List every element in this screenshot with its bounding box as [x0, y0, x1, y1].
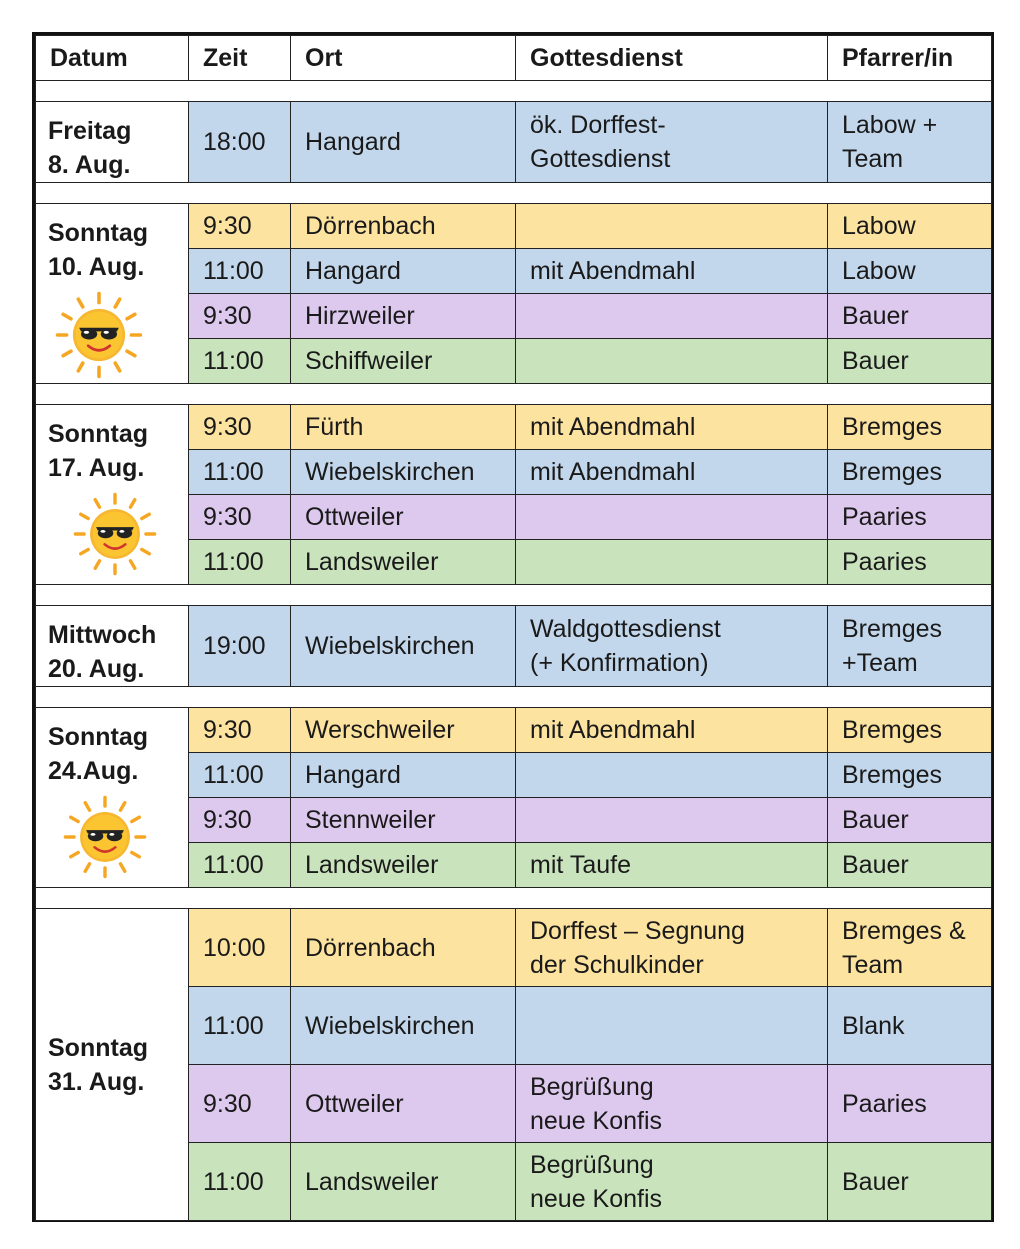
location-cell: Wiebelskirchen [291, 987, 516, 1065]
pastor-line-1: Bremges [842, 761, 943, 789]
pastor-line-1: Bauer [842, 302, 909, 330]
time-cell: 9:30 [189, 495, 291, 540]
pastor-cell [828, 249, 992, 294]
time-cell: 9:30 [189, 1065, 291, 1143]
pastor-cell [828, 294, 992, 339]
date-label: 17. Aug. [48, 454, 145, 482]
service-line-1: mit Taufe [530, 851, 631, 879]
service-row [36, 102, 992, 183]
time-cell: 9:30 [189, 708, 291, 753]
header-zeit: Zeit [189, 36, 291, 81]
pastor-line-1: Bauer [842, 851, 909, 879]
location-cell: Landsweiler [291, 540, 516, 585]
service-line-2: der Schulkinder [530, 950, 704, 979]
service-cell [516, 405, 828, 450]
location-cell: Hirzweiler [291, 294, 516, 339]
pastor-cell [828, 102, 992, 183]
pastor-cell [828, 606, 992, 687]
pastor-cell [828, 843, 992, 888]
weekday-label: Sonntag [48, 723, 148, 751]
header-pfarrer: Pfarrer/in [828, 36, 992, 81]
service-line-2: Gottesdienst [530, 145, 671, 173]
pastor-line-1: Paaries [842, 1089, 927, 1118]
header-datum: Datum [36, 36, 189, 81]
pastor-cell [828, 1143, 992, 1221]
date-cell [36, 606, 189, 687]
service-line-1: Begrüßung [530, 1150, 654, 1179]
location-cell: Hangard [291, 102, 516, 183]
header-ort: Ort [291, 36, 516, 81]
service-line-2: (+ Konfirmation) [530, 649, 709, 677]
spacer-cell [36, 585, 992, 606]
pastor-cell [828, 405, 992, 450]
location-cell: Fürth [291, 405, 516, 450]
time-cell: 11:00 [189, 1143, 291, 1221]
group-spacer [36, 687, 992, 708]
sun-with-sunglasses-icon [54, 290, 144, 380]
service-row [36, 909, 992, 987]
date-label: 10. Aug. [48, 253, 145, 281]
location-cell: Ottweiler [291, 1065, 516, 1143]
date-cell [36, 102, 189, 183]
service-cell [516, 1143, 828, 1221]
service-row [36, 708, 992, 753]
pastor-line-1: Bauer [842, 347, 909, 375]
location-cell: Wiebelskirchen [291, 606, 516, 687]
date-label: 24.Aug. [48, 757, 139, 785]
pastor-line-2: +Team [842, 649, 918, 677]
pastor-cell [828, 987, 992, 1065]
group-spacer [36, 585, 992, 606]
time-cell: 10:00 [189, 909, 291, 987]
spacer-cell [36, 81, 992, 102]
service-line-1: mit Abendmahl [530, 458, 696, 486]
date-cell [36, 909, 189, 1221]
header-row [36, 36, 992, 81]
group-spacer [36, 183, 992, 204]
service-line-1: Begrüßung [530, 1072, 654, 1101]
pastor-line-1: Bremges [842, 615, 943, 643]
spacer-cell [36, 183, 992, 204]
spacer-cell [36, 384, 992, 405]
service-line-1: mit Abendmahl [530, 716, 696, 744]
service-row [36, 606, 992, 687]
time-cell: 11:00 [189, 339, 291, 384]
service-line-1: ök. Dorffest- [530, 111, 666, 139]
service-cell [516, 606, 828, 687]
time-cell: 9:30 [189, 204, 291, 249]
time-cell: 11:00 [189, 753, 291, 798]
time-cell: 9:30 [189, 294, 291, 339]
pastor-line-1: Blank [842, 1011, 905, 1040]
header-gottesdienst: Gottesdienst [516, 36, 828, 81]
date-cell [36, 708, 189, 888]
group-spacer [36, 81, 992, 102]
pastor-line-1: Paaries [842, 503, 927, 531]
service-cell [516, 102, 828, 183]
pastor-cell [828, 540, 992, 585]
date-label: 20. Aug. [48, 655, 145, 683]
weekday-label: Freitag [48, 117, 132, 145]
service-line-1: mit Abendmahl [530, 257, 696, 285]
service-line-2: neue Konfis [530, 1106, 663, 1135]
weekday-label: Sonntag [48, 1033, 148, 1062]
date-cell [36, 405, 189, 585]
location-cell: Werschweiler [291, 708, 516, 753]
location-cell: Dörrenbach [291, 204, 516, 249]
time-cell: 9:30 [189, 405, 291, 450]
weekday-label: Sonntag [48, 420, 148, 448]
pastor-cell [828, 753, 992, 798]
pastor-cell [828, 1065, 992, 1143]
service-cell [516, 294, 828, 339]
pastor-line-2: Team [842, 145, 904, 173]
service-cell [516, 204, 828, 249]
location-cell: Ottweiler [291, 495, 516, 540]
spacer-cell [36, 888, 992, 909]
location-cell: Landsweiler [291, 843, 516, 888]
location-cell: Schiffweiler [291, 339, 516, 384]
time-cell: 11:00 [189, 987, 291, 1065]
pastor-line-1: Labow [842, 212, 916, 240]
location-cell: Landsweiler [291, 1143, 516, 1221]
service-line-1: mit Abendmahl [530, 413, 696, 441]
sun-with-sunglasses-icon [62, 794, 148, 880]
location-cell: Stennweiler [291, 798, 516, 843]
weekday-label: Sonntag [48, 219, 148, 247]
pastor-line-1: Bremges & [842, 916, 966, 945]
pastor-line-1: Labow [842, 257, 916, 285]
group-spacer [36, 384, 992, 405]
service-cell [516, 540, 828, 585]
location-cell: Hangard [291, 753, 516, 798]
service-cell [516, 753, 828, 798]
pastor-cell [828, 708, 992, 753]
service-cell [516, 798, 828, 843]
time-cell: 11:00 [189, 249, 291, 294]
pastor-cell [828, 909, 992, 987]
time-cell: 11:00 [189, 843, 291, 888]
pastor-line-1: Bauer [842, 1167, 909, 1196]
schedule-body [36, 36, 992, 1221]
group-spacer [36, 888, 992, 909]
pastor-cell [828, 495, 992, 540]
location-cell: Wiebelskirchen [291, 450, 516, 495]
sun-with-sunglasses-icon [72, 491, 158, 577]
pastor-line-2: Team [842, 950, 904, 979]
pastor-line-1: Bremges [842, 458, 943, 486]
pastor-line-1: Bauer [842, 806, 909, 834]
service-cell [516, 708, 828, 753]
service-line-1: Dorffest – Segnung [530, 916, 745, 945]
service-schedule-table [35, 35, 992, 1221]
time-cell: 18:00 [189, 102, 291, 183]
pastor-line-1: Bremges [842, 716, 943, 744]
spacer-cell [36, 687, 992, 708]
service-cell [516, 987, 828, 1065]
pastor-line-1: Paaries [842, 548, 927, 576]
service-row [36, 204, 992, 249]
pastor-cell [828, 204, 992, 249]
pastor-cell [828, 450, 992, 495]
date-cell [36, 204, 189, 384]
service-cell [516, 1065, 828, 1143]
service-cell [516, 249, 828, 294]
schedule-frame [32, 32, 994, 1222]
time-cell: 11:00 [189, 540, 291, 585]
time-cell: 19:00 [189, 606, 291, 687]
time-cell: 11:00 [189, 450, 291, 495]
date-label: 31. Aug. [48, 1067, 145, 1096]
service-cell [516, 450, 828, 495]
service-line-2: neue Konfis [530, 1184, 663, 1213]
pastor-line-1: Bremges [842, 413, 943, 441]
pastor-line-1: Labow + [842, 111, 938, 139]
service-cell [516, 339, 828, 384]
pastor-cell [828, 798, 992, 843]
location-cell: Hangard [291, 249, 516, 294]
service-cell [516, 843, 828, 888]
service-cell [516, 495, 828, 540]
service-line-1: Waldgottesdienst [530, 615, 721, 643]
time-cell: 9:30 [189, 798, 291, 843]
location-cell: Dörrenbach [291, 909, 516, 987]
weekday-label: Mittwoch [48, 621, 157, 649]
pastor-cell [828, 339, 992, 384]
date-label: 8. Aug. [48, 151, 131, 179]
service-cell [516, 909, 828, 987]
service-row [36, 405, 992, 450]
